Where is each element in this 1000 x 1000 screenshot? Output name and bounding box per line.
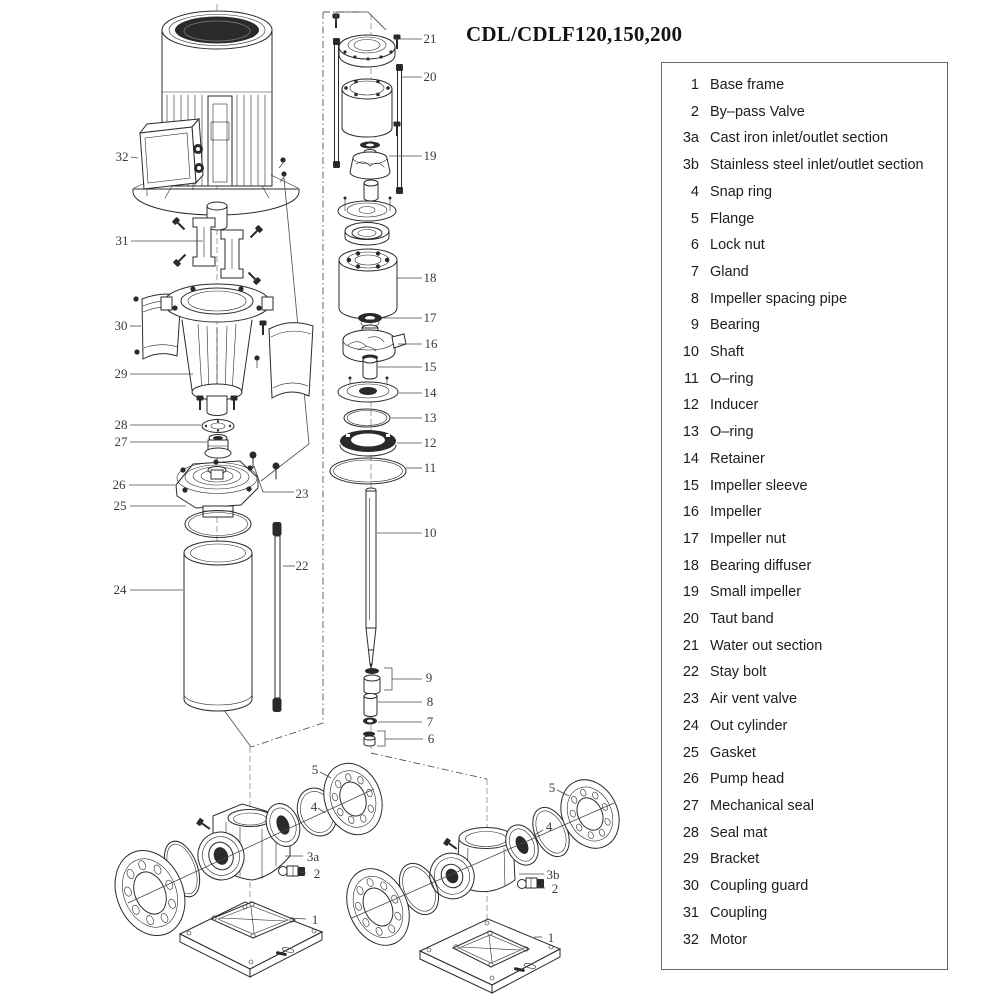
part-name: Stay bolt (710, 664, 767, 681)
impeller-spacing-pipe-drawing (364, 694, 377, 717)
part-name: Bracket (710, 851, 760, 868)
parts-list-row (662, 820, 947, 847)
coupling-guard-right-drawing (254, 321, 313, 399)
shaft-drawing (366, 488, 376, 670)
parts-list-row (662, 259, 947, 286)
part-number: 2 (690, 103, 699, 120)
part-number: 14 (682, 450, 699, 467)
part-number: 3a (682, 130, 699, 147)
callout-snap-ring-right: 4 (545, 819, 553, 834)
part-number: 26 (682, 771, 699, 788)
parts-list-row (662, 152, 947, 179)
parts-list-row (662, 312, 947, 339)
parts-list-row (662, 927, 947, 954)
callout-out-cylinder: 24 (113, 582, 127, 597)
callout-base-frame-left: 1 (311, 912, 319, 927)
callout-bypass-valve-left: 2 (313, 866, 321, 881)
callout-impeller: 16 (424, 336, 438, 351)
part-name: Air vent valve (710, 691, 798, 708)
callout-flange-left: 5 (311, 762, 319, 777)
callout-impeller-sleeve: 15 (423, 359, 437, 374)
part-name: Mechanical seal (710, 797, 814, 814)
part-number: 23 (682, 691, 699, 708)
callout-bearing: 9 (425, 670, 433, 685)
small-impeller-drawing (350, 142, 390, 202)
part-name: Coupling guard (710, 878, 809, 895)
part-number: 7 (690, 263, 699, 280)
part-name: O–ring (710, 370, 754, 387)
parts-list-row (662, 793, 947, 820)
mechanical-seal-drawing (205, 435, 231, 459)
parts-list-row (662, 633, 947, 660)
part-number: 21 (682, 637, 699, 654)
parts-list-row (662, 179, 947, 206)
part-name: By–pass Valve (710, 103, 805, 120)
inducer-drawing (340, 430, 396, 456)
parts-list-row (662, 606, 947, 633)
part-number: 20 (682, 611, 699, 628)
bearing-diffuser-drawing (339, 249, 397, 319)
parts-list-row (662, 499, 947, 526)
parts-list-row (662, 846, 947, 873)
part-name: Base frame (710, 77, 785, 93)
parts-list-row (662, 526, 947, 553)
callout-gasket: 25 (113, 498, 127, 513)
part-name: Out cylinder (710, 717, 788, 734)
callout-o-ring-11: 11 (423, 460, 437, 475)
part-name: Flange (710, 210, 755, 227)
flange-right-upper-drawing (550, 770, 630, 858)
part-number: 4 (690, 183, 699, 200)
parts-list-row (662, 99, 947, 126)
stage-module-lower-drawing (338, 197, 396, 245)
water-out-section-drawing (333, 12, 401, 67)
part-number: 12 (682, 397, 699, 414)
callout-gland: 7 (426, 714, 434, 729)
callout-coupling-guard: 30 (114, 318, 128, 333)
callout-impeller-nut: 17 (423, 310, 437, 325)
callout-small-impeller: 19 (423, 148, 437, 163)
callout-bypass-valve-right: 2 (551, 881, 559, 896)
part-name: Impeller spacing pipe (710, 290, 848, 307)
part-name: Lock nut (710, 237, 765, 254)
part-name: Motor (710, 931, 748, 948)
callout-o-ring-13: 13 (423, 410, 437, 425)
parts-list-row (662, 766, 947, 793)
callout-motor: 32 (115, 149, 129, 164)
parts-list-row (662, 553, 947, 580)
parts-list-row (662, 686, 947, 713)
part-name: Taut band (710, 611, 774, 628)
part-name: Stainless steel inlet/outlet section (710, 157, 924, 174)
lock-nut-drawing (363, 731, 385, 746)
callout-seal-mat: 28 (114, 417, 128, 432)
callout-inducer: 12 (423, 435, 437, 450)
callout-bearing-diffuser: 18 (423, 270, 437, 285)
parts-list (661, 62, 948, 970)
page-title: CDL/CDLF120,150,200 (466, 22, 683, 46)
part-number: 10 (682, 344, 699, 361)
parts-list-row (662, 392, 947, 419)
callout-stay-bolt: 22 (295, 558, 309, 573)
part-name: Impeller sleeve (710, 477, 808, 494)
part-name: Shaft (710, 344, 744, 361)
stage-module-upper-drawing (342, 79, 401, 137)
part-number: 6 (690, 237, 699, 254)
part-number: 27 (682, 797, 699, 814)
part-name: Retainer (710, 450, 765, 467)
parts-list-row (662, 873, 947, 900)
part-number: 28 (682, 824, 699, 841)
parts-list-row (662, 579, 947, 606)
callout-base-frame-right: 1 (547, 930, 555, 945)
part-name: Pump head (710, 771, 785, 788)
callout-mechanical-seal: 27 (114, 434, 128, 449)
callout-cast-iron-section: 3a (306, 849, 320, 864)
parts-list-row (662, 232, 947, 259)
callout-air-vent-valve: 23 (295, 486, 309, 501)
parts-list-row (662, 659, 947, 686)
impeller-sleeve-drawing (362, 355, 378, 380)
part-name: Impeller (710, 504, 762, 521)
part-name: Bearing (710, 317, 760, 334)
parts-list-row (662, 125, 947, 152)
parts-list-row (662, 713, 947, 740)
part-name: Impeller nut (710, 530, 786, 547)
part-number: 1 (690, 77, 699, 93)
part-number: 25 (682, 744, 699, 761)
impeller-nut-drawing (358, 313, 382, 327)
parts-list-row (662, 446, 947, 473)
part-number: 30 (682, 878, 699, 895)
parts-list-row (662, 286, 947, 313)
seal-mat-drawing (202, 420, 234, 433)
parts-list-row (662, 366, 947, 393)
o-ring-11-drawing (330, 458, 406, 484)
part-number: 17 (682, 530, 699, 547)
bypass-valve-left-drawing (279, 866, 306, 876)
stay-bolt-drawing (273, 522, 282, 712)
callout-retainer: 14 (423, 385, 437, 400)
parts-list-row (662, 206, 947, 233)
callout-water-out-section: 21 (423, 31, 437, 46)
part-number: 22 (682, 664, 699, 681)
callout-snap-ring-left: 4 (310, 799, 318, 814)
part-number: 8 (690, 290, 699, 307)
part-number: 9 (690, 317, 699, 334)
part-number: 13 (682, 424, 699, 441)
parts-list-row (662, 740, 947, 767)
callout-taut-band: 20 (423, 69, 437, 84)
part-number: 18 (682, 557, 699, 574)
part-number: 24 (682, 717, 699, 734)
part-number: 16 (682, 504, 699, 521)
o-ring-13-drawing (344, 409, 390, 427)
part-number: 31 (682, 904, 699, 921)
callout-stainless-section: 3b (546, 867, 560, 882)
parts-list-row (662, 900, 947, 927)
part-number: 29 (682, 851, 699, 868)
bearing-drawing (364, 668, 392, 694)
part-number: 19 (682, 584, 699, 601)
base-frame-left-drawing (180, 902, 322, 977)
callout-flange-right: 5 (548, 780, 556, 795)
part-number: 3b (682, 157, 699, 174)
base-frame-right-drawing (420, 919, 560, 993)
part-name: Bearing diffuser (710, 557, 812, 574)
parts-list-row (662, 473, 947, 500)
parts-list-row (662, 419, 947, 446)
callout-lock-nut: 6 (427, 731, 435, 746)
callout-coupling: 31 (115, 233, 129, 248)
callout-pump-head: 26 (112, 477, 126, 492)
parts-list-row (662, 339, 947, 366)
out-cylinder-drawing (184, 541, 252, 711)
part-name: Seal mat (710, 824, 768, 841)
part-name: Water out section (710, 637, 823, 654)
part-name: Small impeller (710, 584, 802, 601)
part-name: Gasket (710, 744, 756, 761)
part-name: Gland (710, 263, 749, 280)
pump-head-drawing (176, 459, 258, 517)
part-number: 5 (690, 210, 699, 227)
part-number: 32 (682, 931, 699, 948)
part-name: O–ring (710, 424, 754, 441)
callout-impeller-spacing-pipe: 8 (426, 694, 434, 709)
retainer-drawing (338, 377, 398, 403)
part-name: Cast iron inlet/outlet section (710, 130, 889, 147)
bypass-valve-right-drawing (518, 878, 545, 889)
part-name: Snap ring (710, 183, 773, 200)
part-name: Inducer (710, 397, 759, 414)
part-name: Coupling (710, 904, 768, 921)
callout-bracket: 29 (114, 366, 128, 381)
gland-drawing (363, 718, 377, 725)
part-number: 11 (683, 370, 699, 387)
part-number: 15 (682, 477, 699, 494)
callout-shaft: 10 (423, 525, 437, 540)
parts-list-row (662, 72, 947, 99)
